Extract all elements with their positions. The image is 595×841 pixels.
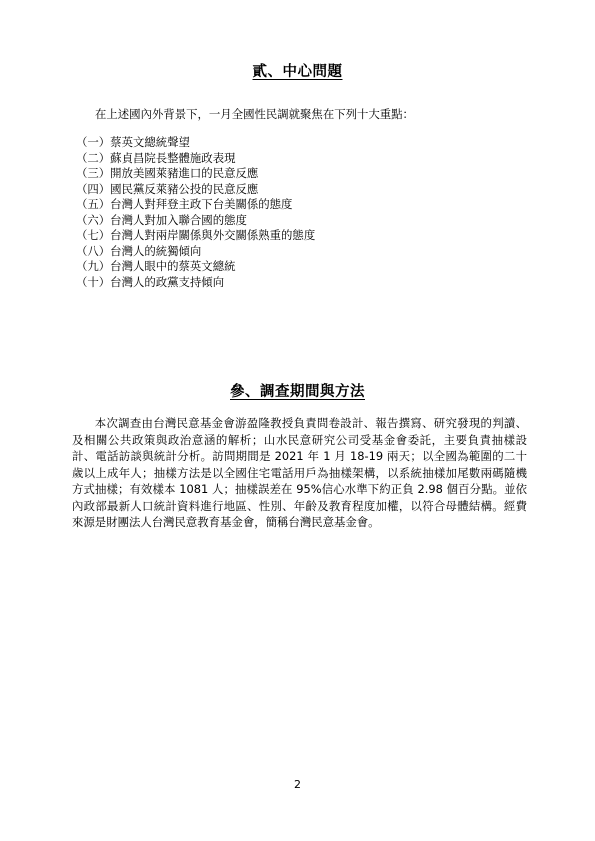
- topic-list: [76, 135, 315, 290]
- section-2-intro: 在上述國內外背景下，一月全國性民調就聚焦在下列十大重點：: [95, 107, 414, 121]
- topic-item: （三）開放美國萊豬進口的民意反應: [76, 166, 259, 180]
- method-paragraph: 本次調查由台灣民意基金會游盈隆教授負責問卷設計、報告撰寫、研究發現的判讀、及相關公共政策與政治意涵的解析；山水民意研究公司受基金會委託，主要負責抽樣設計、電話訪談與統計分析。訪問期間是 2021 年 1 月 18-19 兩天；以全國為範圍的二十歲以上成年人；抽樣方法是以全國住宅電話用戶為抽樣架構，以系統抽樣加尾數兩碼隨機方式抽樣；有效樣本 1081 人；抽樣誤差在 95%信心水準下約正負 2.98 個百分點。並依內政部最新人口統計資料進行地區、性別、年齡及教育程度加權，以符合母體結構。經費來源是財團法人台灣民意教育基金會，簡稱台灣民意基金會。: [72, 416, 527, 529]
- section-3-heading: [0, 380, 595, 401]
- topic-item: （五）台灣人對拜登主政下台美關係的態度: [76, 197, 293, 211]
- topic-item: （九）台灣人眼中的蔡英文總統: [76, 259, 236, 273]
- topic-item: （四）國民黨反萊豬公投的民意反應: [76, 181, 259, 196]
- topic-item: （一）蔡英文總統聲望: [76, 135, 190, 149]
- section-3-title: 參、調查期間與方法: [230, 383, 365, 400]
- section-2-heading: [0, 60, 595, 81]
- topic-item: （十）台灣人的政黨支持傾向: [76, 274, 225, 289]
- topic-item: （二）蘇貞昌院長整體施政表現: [76, 150, 236, 165]
- topic-item: （七）台灣人對兩岸關係與外交關係熟重的態度: [76, 228, 316, 242]
- page-number: 2: [294, 778, 301, 791]
- section-2-title: 貳、中心問題: [252, 63, 343, 80]
- method-section: [72, 415, 527, 531]
- topic-item: （六）台灣人對加入聯合國的態度: [76, 212, 247, 227]
- topic-item: （八）台灣人的統獨傾向: [76, 243, 202, 258]
